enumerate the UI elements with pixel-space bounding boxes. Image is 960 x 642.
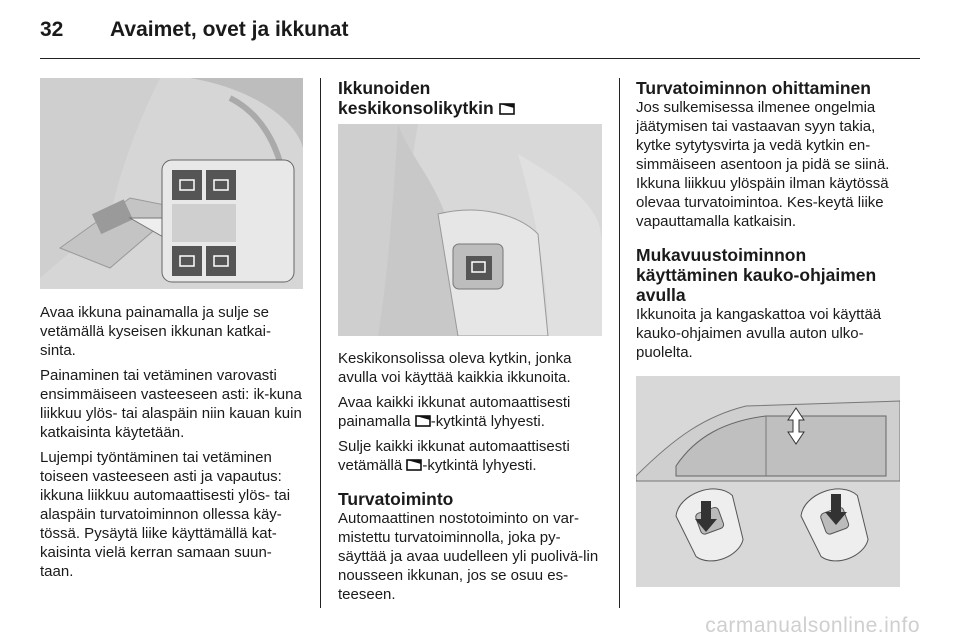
header-rule: [40, 58, 920, 59]
page-number: 32: [40, 18, 64, 41]
text: -kytkintä lyhyesti.: [422, 457, 537, 474]
door-switch-illustration: [40, 78, 303, 289]
text: Sulje kaikki ikkunat automaattisesti vetämällä: [338, 438, 570, 474]
text: -kytkintä lyhyesti.: [430, 413, 545, 430]
paragraph: Lujempi työntäminen tai vetäminen toiseen vasteeseen asti ja vapautus: ikkuna liikkuu automaattisesti ylös- tai alaspäin turvatoiminnon ollessa käy-tössä. Pysäytä liike käyttämällä kat-kaisinta vielä kerran samaan suun-taan.: [40, 449, 291, 580]
column-1: [40, 78, 303, 587]
window-switch-icon: [415, 415, 431, 427]
watermark: carmanualsonline.info: [705, 614, 920, 637]
paragraph: Painaminen tai vetäminen varovasti ensimmäiseen vasteeseen asti: ik-kuna liikkuu ylös- tai alaspäin niin kauan kuin katkaisinta käytetään.: [40, 367, 302, 441]
section-heading: [636, 245, 900, 305]
heading-line: Ikkunoiden: [338, 78, 431, 98]
section-heading: [338, 78, 602, 118]
column-divider: [320, 78, 321, 608]
paragraph: Avaa ikkuna painamalla ja sulje se vetämällä kyseisen ikkunan katkai-sinta.: [40, 304, 271, 359]
paragraph: Jos sulkemisessa ilmenee ongelmia jäätymisen tai vastaavan syyn takia, kytke sytytysvirta ja vedä kytkin en-simmäiseen asentoon ja pidä se siinä. Ikkuna liikkuu ylöspäin ilman käytössä olevaa turvatoimintoa. Kes-keytä liike vapauttamalla katkaisin.: [636, 99, 890, 230]
paragraph: Automaattinen nostotoiminto on var-mistettu turvatoiminnolla, joka py-säyttää ja avaa uudelleen yli puolivä-lin nousseen ikkunan, jos se osuu es-teeseen.: [338, 510, 599, 603]
window-switch-icon: [406, 459, 422, 471]
window-switch-icon: [499, 103, 515, 115]
heading-line: käyttäminen kauko-ohjaimen: [636, 265, 877, 285]
paragraph: Ikkunoita ja kangaskattoa voi käyttää kauko-ohjaimen avulla auton ulko-puolelta.: [636, 306, 882, 361]
paragraph: [338, 437, 602, 475]
paragraph: Keskikonsolissa oleva kytkin, jonka avulla voi käyttää kaikkia ikkunoita.: [338, 350, 572, 386]
center-console-illustration: [338, 124, 602, 336]
column-3: [636, 78, 900, 587]
heading-line: Mukavuustoiminnon: [636, 245, 807, 265]
paragraph: [338, 393, 602, 431]
column-2: [338, 78, 602, 610]
heading-line: avulla: [636, 285, 686, 305]
heading-line: keskikonsolikytkin: [338, 98, 494, 118]
text: Avaa kaikki ikkunat automaattisesti painamalla: [338, 394, 571, 430]
column-divider: [619, 78, 620, 608]
section-heading: Turvatoiminto: [338, 489, 454, 509]
page-title: Avaimet, ovet ja ikkunat: [110, 18, 349, 41]
page-header: [40, 18, 348, 42]
section-heading: Turvatoiminnon ohittaminen: [636, 78, 871, 98]
remote-control-illustration: [636, 376, 900, 587]
